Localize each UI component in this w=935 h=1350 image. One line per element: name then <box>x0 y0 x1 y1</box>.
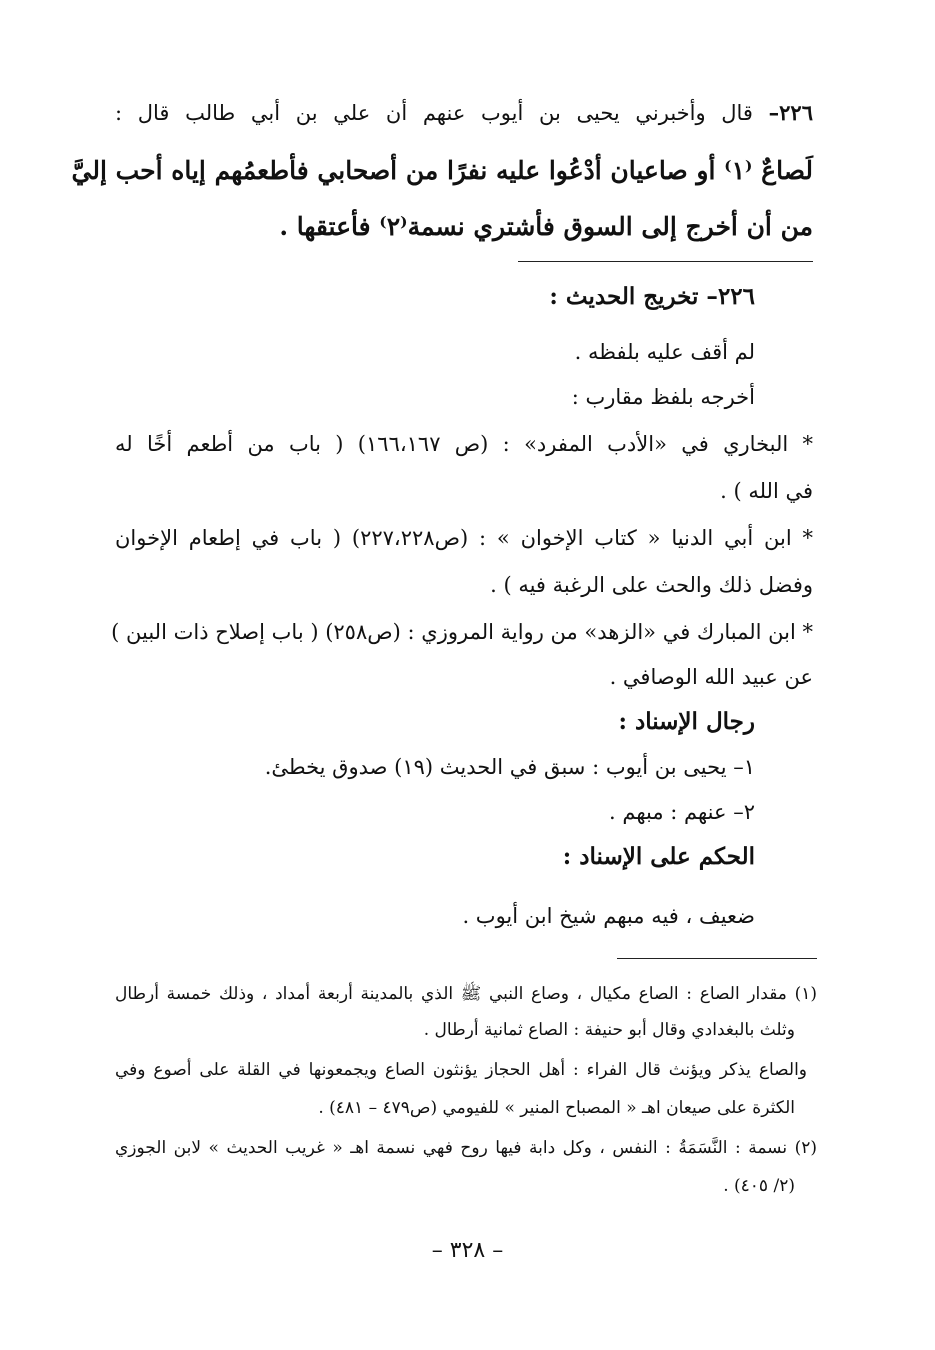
footnote-1-line-4: الكثرة على صيعان اهـ « المصباح المنير » للفيومي (ص٤٧٩ – ٤٨١) . <box>318 1098 795 1118</box>
rijal-item-2: ٢– عنهم : مبهم . <box>609 800 755 824</box>
takhrij-source-2-cont: وفضل ذلك والحث على الرغبة فيه ) . <box>490 573 813 597</box>
takhrij-source-1-cont: في الله ) . <box>720 479 813 503</box>
hukm-heading: الحكم على الإسناد : <box>562 843 755 870</box>
takhrij-line-1: لم أقف عليه بلفظه . <box>574 340 755 364</box>
footnote-1-line-3: والصاع يذكر ويؤنث قال الفراء : أهل الحجاز يؤنثون الصاع ويجمعونها في القلة على أصوع وفي <box>115 1060 807 1080</box>
takhrij-line-2: أخرجه بلفظ مقارب : <box>571 385 755 409</box>
takhrij-heading: ٢٢٦– تخريج الحديث : <box>549 283 755 310</box>
hadith-line-2: لَصاعٌ ⁽١⁾ أو صاعيان أدْعُوا عليه نفرًا من أصحابي فأطعمُهم إياه أحب إليَّ <box>71 156 813 185</box>
takhrij-source-3: * ابن المبارك في «الزهد» من رواية المروزي : (ص٢٥٨) ( باب إصلاح ذات البين ) <box>111 620 813 644</box>
hukm-text: ضعيف ، فيه مبهم شيخ ابن أيوب . <box>462 904 755 928</box>
takhrij-source-2: * ابن أبي الدنيا « كتاب الإخوان » : (ص٢٢٧،٢٢٨) ( باب في إطعام الإخوان <box>115 526 814 550</box>
rijal-item-1: ١– يحيى بن أيوب : سبق في الحديث (١٩) صدوق يخطئ. <box>264 755 755 779</box>
section-divider <box>518 261 813 262</box>
takhrij-source-3-cont: عن عبيد الله الوصافي . <box>609 665 813 689</box>
hadith-number: ٢٢٦– <box>768 100 813 125</box>
takhrij-source-1: * البخاري في «الأدب المفرد» : (ص ١٦٦،١٦٧) ( باب من أطعم أخًا له <box>115 432 814 456</box>
footnote-1-line-2: وثلث بالبغدادي وقال أبو حنيفة : الصاع ثمانية أرطال . <box>423 1020 795 1040</box>
hadith-intro-line <box>115 100 813 126</box>
hadith-line-3: من أن أخرج إلى السوق فأشتري نسمة⁽٢⁾ فأعتقها . <box>279 212 813 241</box>
hadith-intro: قال وأخبرني يحيى بن أيوب عنهم أن علي بن أبي طالب قال : <box>115 101 753 125</box>
footnote-2-line-2: (٢/ ٤٠٥) . <box>723 1176 795 1196</box>
page-number: – ٣٢٨ – <box>431 1238 504 1263</box>
footnote-divider <box>617 958 817 959</box>
footnote-1-line-1: (١) مقدار الصاع : الصاع مكيال ، وصاع النبي ﷺ الذي بالمدينة أربعة أمداد ، وذلك خمسة أرطال <box>115 984 817 1004</box>
footnote-2-line-1: (٢) نسمة : النَّسَمَةُ : النفس ، وكل دابة فيها روح فهي نسمة اهـ « غريب الحديث » لابن الجوزي <box>115 1138 817 1158</box>
rijal-heading: رجال الإسناد : <box>618 708 755 735</box>
